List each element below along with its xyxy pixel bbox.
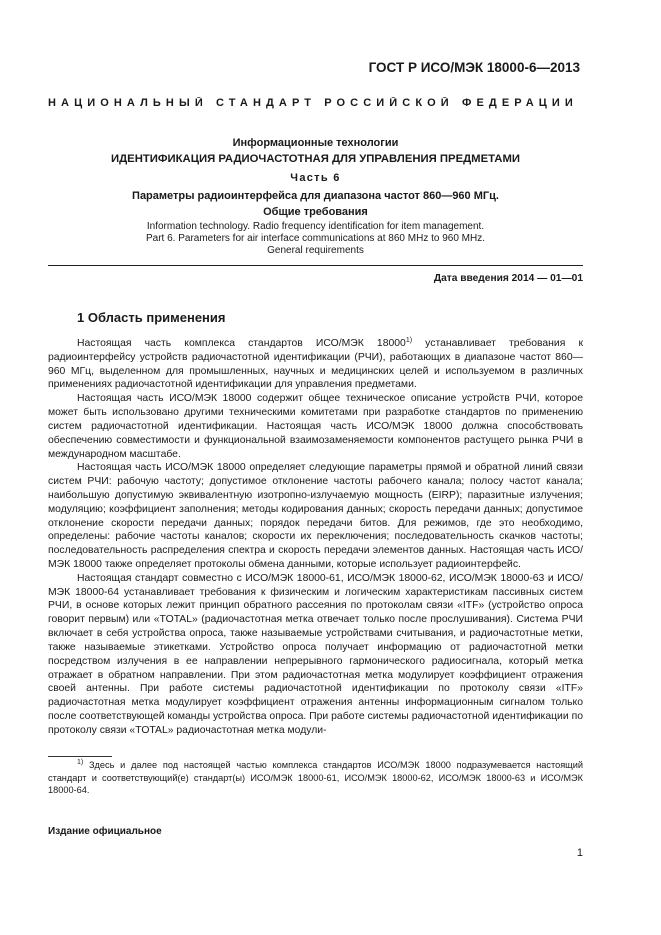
- paragraph-4: Настоящая стандарт совместно с ИСО/МЭК 18000-61, ИСО/МЭК 18000-62, ИСО/МЭК 18000-63 и ИСО/МЭК 18000-64 устанавливает требования к физическим и логическим характеристикам пассивных систем РЧИ, в основе которых лежит принцип обратного рассеяния по протоколам связи «ITF» (устройство опроса говорит первым) или «TOTAL» (радиочастотная метка отвечает только после прослушивания). Система РЧИ включает в себя устройства опроса, также называемые устройствами считывания, и радиочастотные метки, также называемые этикетками. Устройство опроса получает информацию от радиочастотной метки посредством излучения в ее направлении непрерывного гармонического радиосигнала, который метка отражает в обратном направлении. При этом радиочастотная метка модулирует коэффициент отражения своей антенны. При работе системы радиочастотной идентификации по протоколу связи «ITF» радиочастотная метка модулирует коэффициент отражения антенны информационным сигналом только после соответствующей команды устройства опроса. При работе системы радиочастотной идентификации по протоколу связи «TOTAL» радиочастотная метка модули-: [48, 572, 583, 736]
- title-subtitle: [48, 188, 583, 220]
- subtitle-line-2: Общие требования: [263, 206, 368, 218]
- english-title-line-3: General requirements: [267, 245, 364, 256]
- introduction-date: Дата введения 2014 — 01—01: [433, 273, 583, 284]
- footnote-divider: [48, 756, 112, 757]
- section-body: [48, 337, 583, 738]
- footnote-reference: 1): [405, 337, 413, 344]
- paragraph-3: Настоящая часть ИСО/МЭК 18000 определяет следующие параметры прямой и обратной линий связи систем РЧИ: рабочую частоту; допустимое отклонение частоты рабочего канала; полосу частот канала; наибольшую допустимую эквивалентную изотропно-излучаемую мощность (EIRP); паразитные излучения; модуляцию; коэффициент заполнения; методы кодирования данных; скорость передачи данных; допустимое отклонение скорости передачи данных; порядок передачи битов. Для режимов, где это необходимо, определены: рабочие частоты каналов; скорости их переключения; последовательность скачков частоты; последовательность распределения спектра и скорость передачи элементов данных. Настоящая часть ИСО/МЭК 18000 также определяет протоколы обмена данными, которые использует радиоинтерфейс.: [48, 462, 583, 570]
- title-topic: Информационные технологии: [232, 137, 399, 149]
- title-part: Часть 6: [290, 172, 341, 184]
- document-code: ГОСТ Р ИСО/МЭК 18000-6—2013: [368, 60, 580, 75]
- paragraph-1-rest: устанавливает требования к радиоинтерфейсу устройств радиочастотной идентификации (РЧИ), работающих в диапазоне частот 860—960 МГц, выделенном для промышленных, научных и медицинских целей и используемом в различных применениях радиочастотной идентификации для управления предметами.: [48, 338, 583, 391]
- footnote-text: Здесь и далее под настоящей частью комплекса стандартов ИСО/МЭК 18000 подразумевается настоящий стандарт и соответствующий(е) стандарт(ы) ИСО/МЭК 18000-61, ИСО/МЭК 18000-62, ИСО/МЭК 18000-63 и ИСО/МЭК 18000-64.: [48, 760, 583, 795]
- national-standard-banner: НАЦИОНАЛЬНЫЙ СТАНДАРТ РОССИЙСКОЙ ФЕДЕРАЦИИ: [48, 97, 578, 109]
- footnote-marker: 1): [77, 759, 84, 766]
- paragraph-2: Настоящая часть ИСО/МЭК 18000 содержит общее техническое описание устройств РЧИ, которое может быть использовано другими техническими комитетами при разработке стандартов по применению систем радиочастотной идентификации. Настоящая часть ИСО/МЭК 18000 должна способствовать обеспечению совместимости и функциональной взаимозаменяемости компонентов растущего рынка РЧИ в международном масштабе.: [48, 393, 583, 460]
- header-divider: [48, 265, 583, 266]
- section-heading: 1 Область применения: [77, 310, 226, 325]
- english-title: [48, 221, 583, 257]
- title-main: ИДЕНТИФИКАЦИЯ РАДИОЧАСТОТНАЯ ДЛЯ УПРАВЛЕНИЯ ПРЕДМЕТАМИ: [111, 153, 520, 165]
- subtitle-line-1: Параметры радиоинтерфейса для диапазона частот 860—960 МГц.: [132, 190, 499, 202]
- english-title-line-1: Information technology. Radio frequency identification for item management.: [146, 221, 485, 232]
- english-title-line-2: Part 6. Parameters for air interface communications at 860 MHz to 960 MHz.: [145, 233, 486, 244]
- footnote: [48, 759, 583, 797]
- paragraph-1: [48, 337, 583, 392]
- paragraph-1-start: Настоящая часть комплекса стандартов ИСО/МЭК 18000: [77, 338, 406, 349]
- edition-label: Издание официальное: [48, 826, 162, 837]
- page-number: 1: [576, 847, 583, 859]
